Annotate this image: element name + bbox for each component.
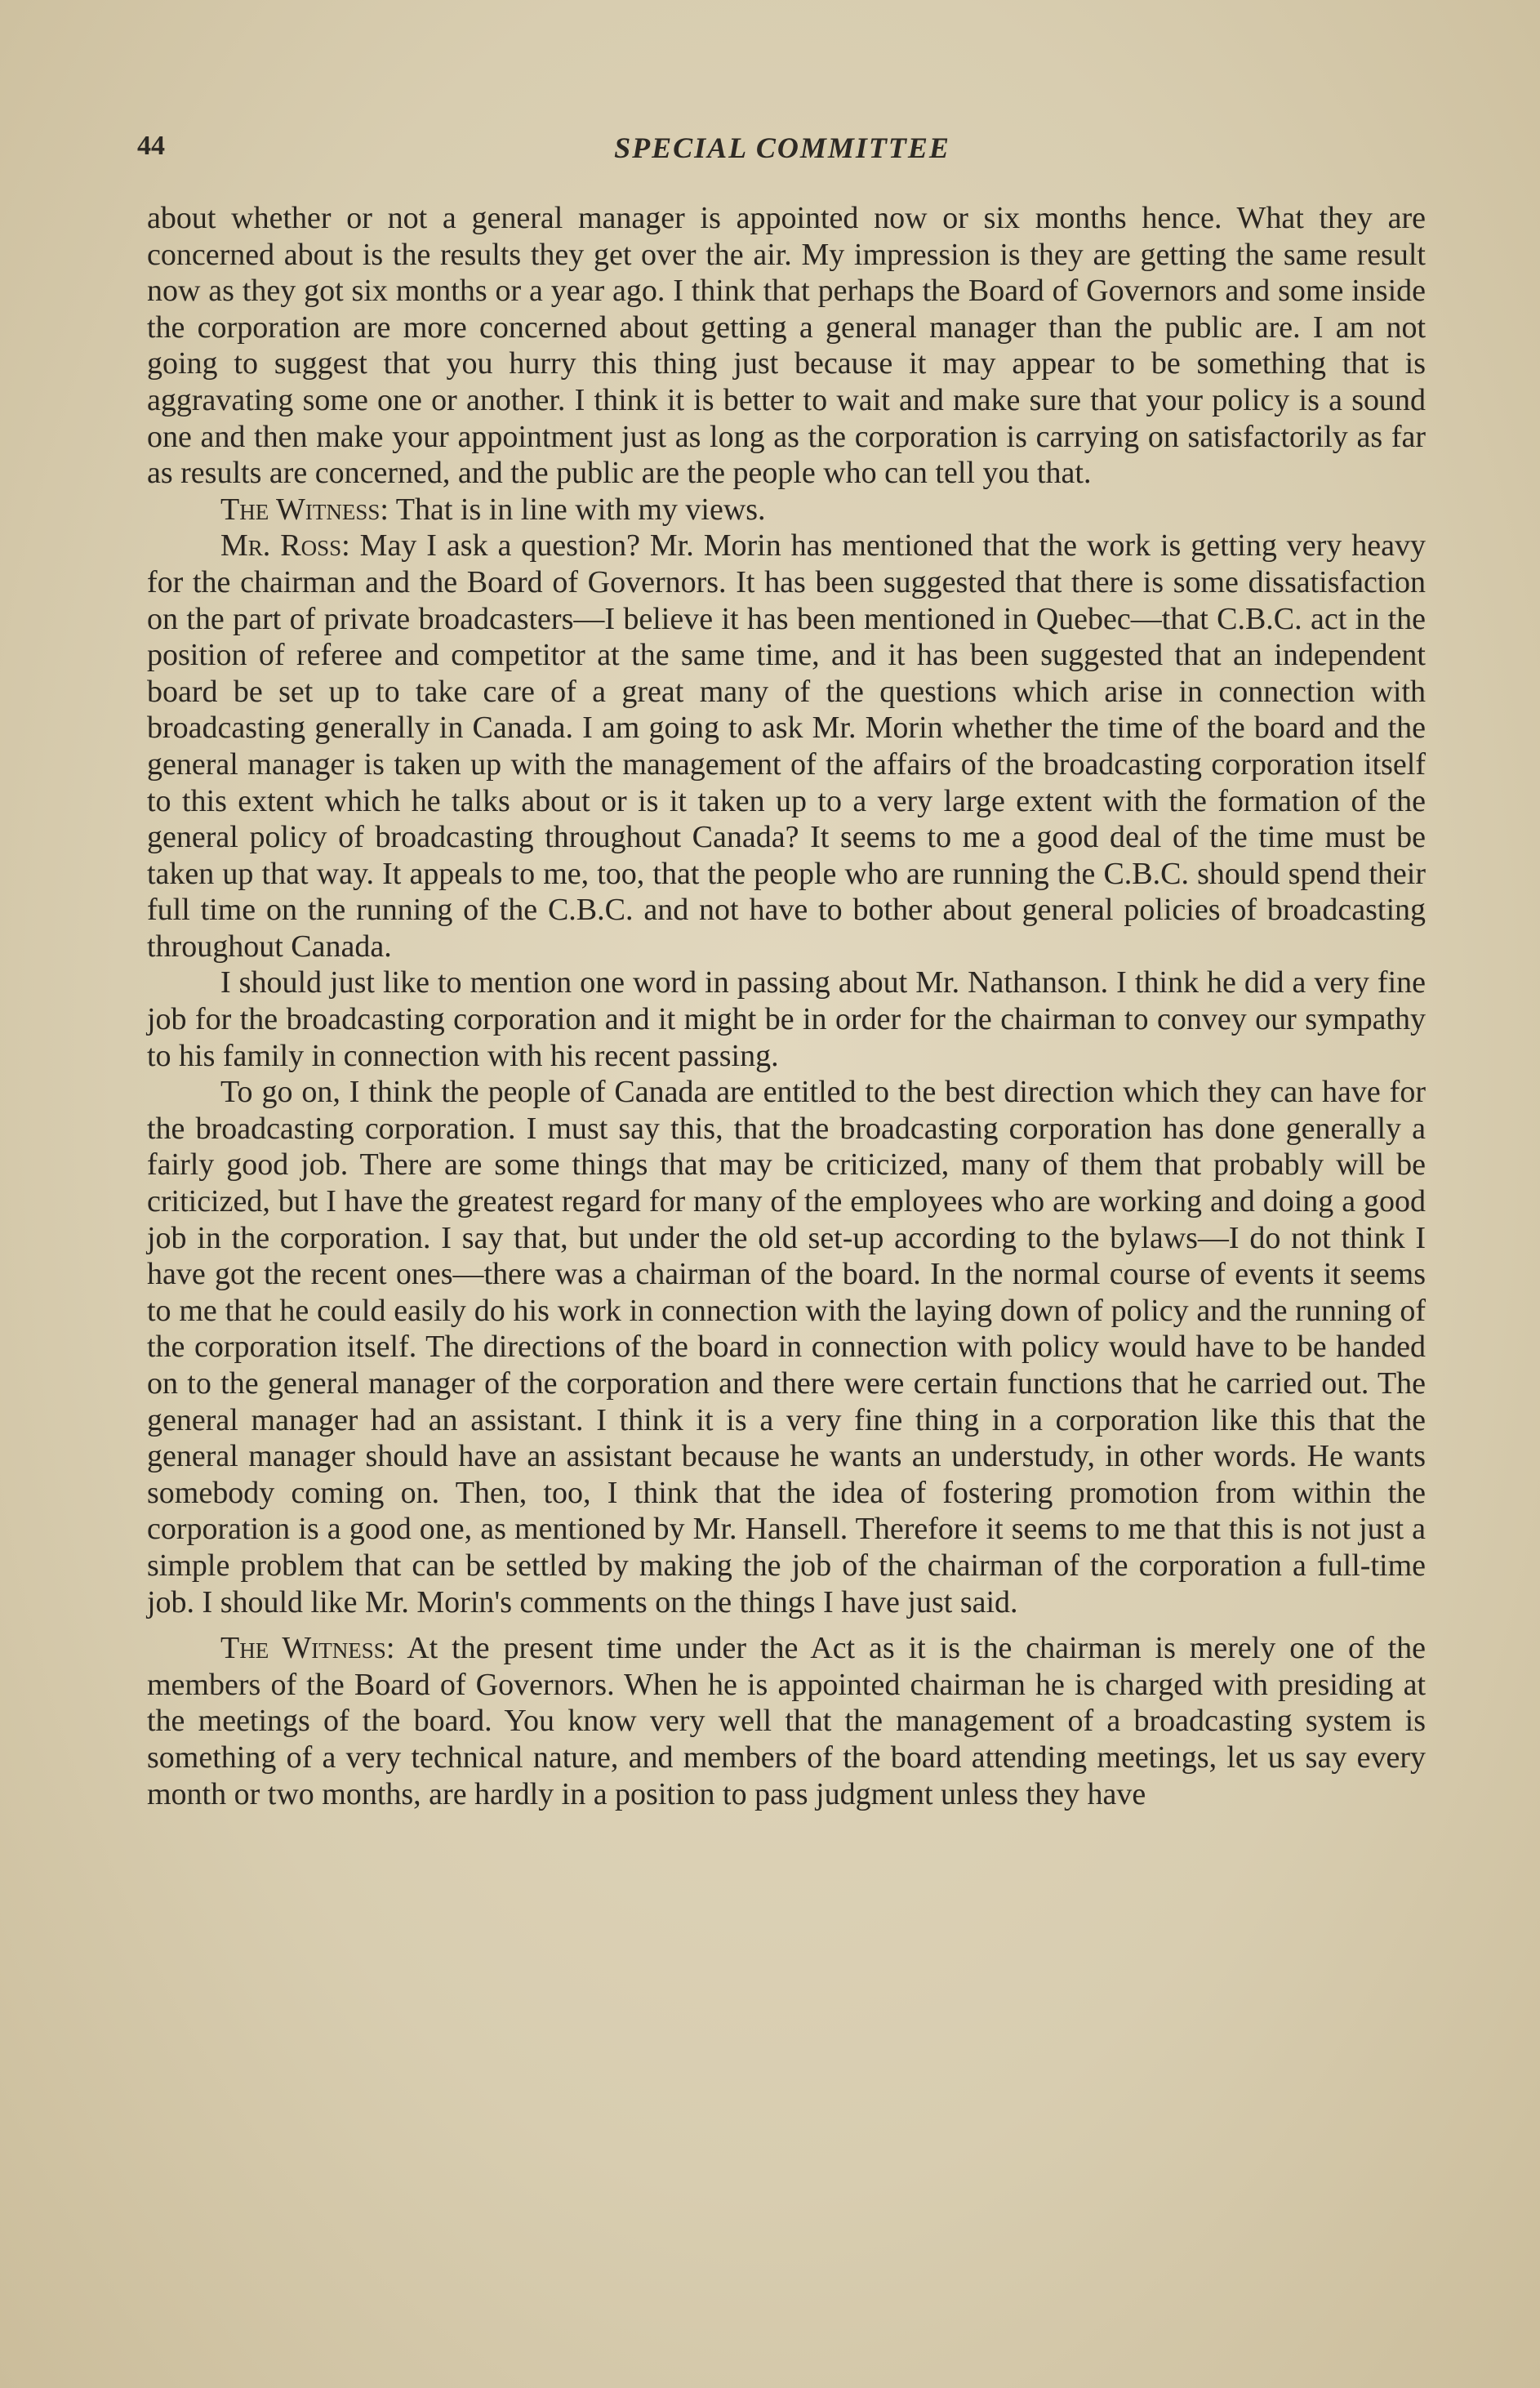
speaker-name: The Witness: [220, 492, 381, 527]
page-header: [137, 131, 1427, 172]
paragraph: [147, 492, 1426, 528]
paragraph: [147, 965, 1426, 1074]
paragraph-text: : At the present time under the Act as it is the chairman is merely one of the members of the Board of Governors. When he is appointed chairman he is charged with presiding at the meetings of the board. You know very well that the management of a broadcasting system is something of a very technical nature, and members of the board attending meetings, let us say every month or two months, are hardly in a position to pass judgment unless they have: [147, 1631, 1426, 1811]
speaker-name: Mr. Ross: [220, 528, 342, 564]
paragraph-text: To go on, I think the people of Canada are entitled to the best direction which they can have for the broadcasting corporation. I must say this, that the broadcasting corporation has done generally a fairly good job. There are some things that may be criticized, many of them that probably will be criticized, but I have the greatest regard for many of the employees who are working and doing a good job in the corporation. I say that, but under the old set-up according to the bylaws—I do not think I have got the recent ones—there was a chairman of the board. In the normal course of events it seems to me that he could easily do his work in connection with the laying down of policy and the running of the corporation itself. The directions of the board in connection with policy would have to be handed on to the general manager of the corporation and there were certain functions that he carried out. The general manager had an assistant. I think it is a very fine thing in a corporation like this that the general manager should have an assistant because he wants an understudy, in other words. He wants somebody coming on. Then, too, I think that the idea of fostering promotion from within the corporation is a good one, as mentioned by Mr. Hansell. Therefore it seems to me that this is not just a simple problem that can be settled by making the job of the chairman of the corporation a full-time job. I should like Mr. Morin's comments on the things I have just said.: [147, 1075, 1426, 1619]
paragraph-text: about whether or not a general manager is appointed now or six months hence. What they are concerned about is the results they get over the air. My impression is they are getting the same result now as they got six months or a year ago. I think that perhaps the Board of Governors and some inside the corporation are more concerned about getting a general manager than the public are. I am not going to suggest that you hurry this thing just because it may appear to be something that is aggravating some one or another. I think it is better to wait and make sure that your policy is a sound one and then make your appointment just as long as the corporation is carrying on satisfactorily as far as results are concerned, and the public are the people who can tell you that.: [147, 201, 1426, 491]
paragraph: [147, 1074, 1426, 1620]
paragraph-text: : That is in line with my views.: [380, 492, 766, 527]
speaker-name: The Witness: [220, 1631, 386, 1666]
page-number: 44: [137, 131, 165, 161]
paragraph: [147, 200, 1426, 492]
paragraph: [147, 1630, 1426, 1812]
paragraph-text: : May I ask a question? Mr. Morin has mentioned that the work is getting very heavy for the chairman and the Board of Governors. It has been suggested that there is some dissatisfaction on the part of private broadcasters—I believe it has been mentioned in Quebec—that C.B.C. act in the position of referee and competitor at the same time, and it has been suggested that an independent board be set up to take care of a great many of the questions which arise in connection with broadcasting generally in Canada. I am going to ask Mr. Morin whether the time of the board and the general manager is taken up with the management of the affairs of the broadcasting corporation itself to this extent which he talks about or is it taken up to a very large extent with the formation of the general policy of broadcasting throughout Canada? It seems to me a good deal of the time must be taken up that way. It appeals to me, too, that the people who are running the C.B.C. should spend their full time on the running of the C.B.C. and not have to bother about general policies of broadcasting throughout Canada.: [147, 528, 1426, 964]
text-body: [147, 200, 1426, 1812]
paragraph-text: I should just like to mention one word in passing about Mr. Nathanson. I think he did a very fine job for the broadcasting corporation and it might be in order for the chairman to convey our sympathy to his family in connection with his recent passing.: [147, 965, 1426, 1073]
paragraph: [147, 528, 1426, 965]
running-head: SPECIAL COMMITTEE: [614, 131, 950, 164]
